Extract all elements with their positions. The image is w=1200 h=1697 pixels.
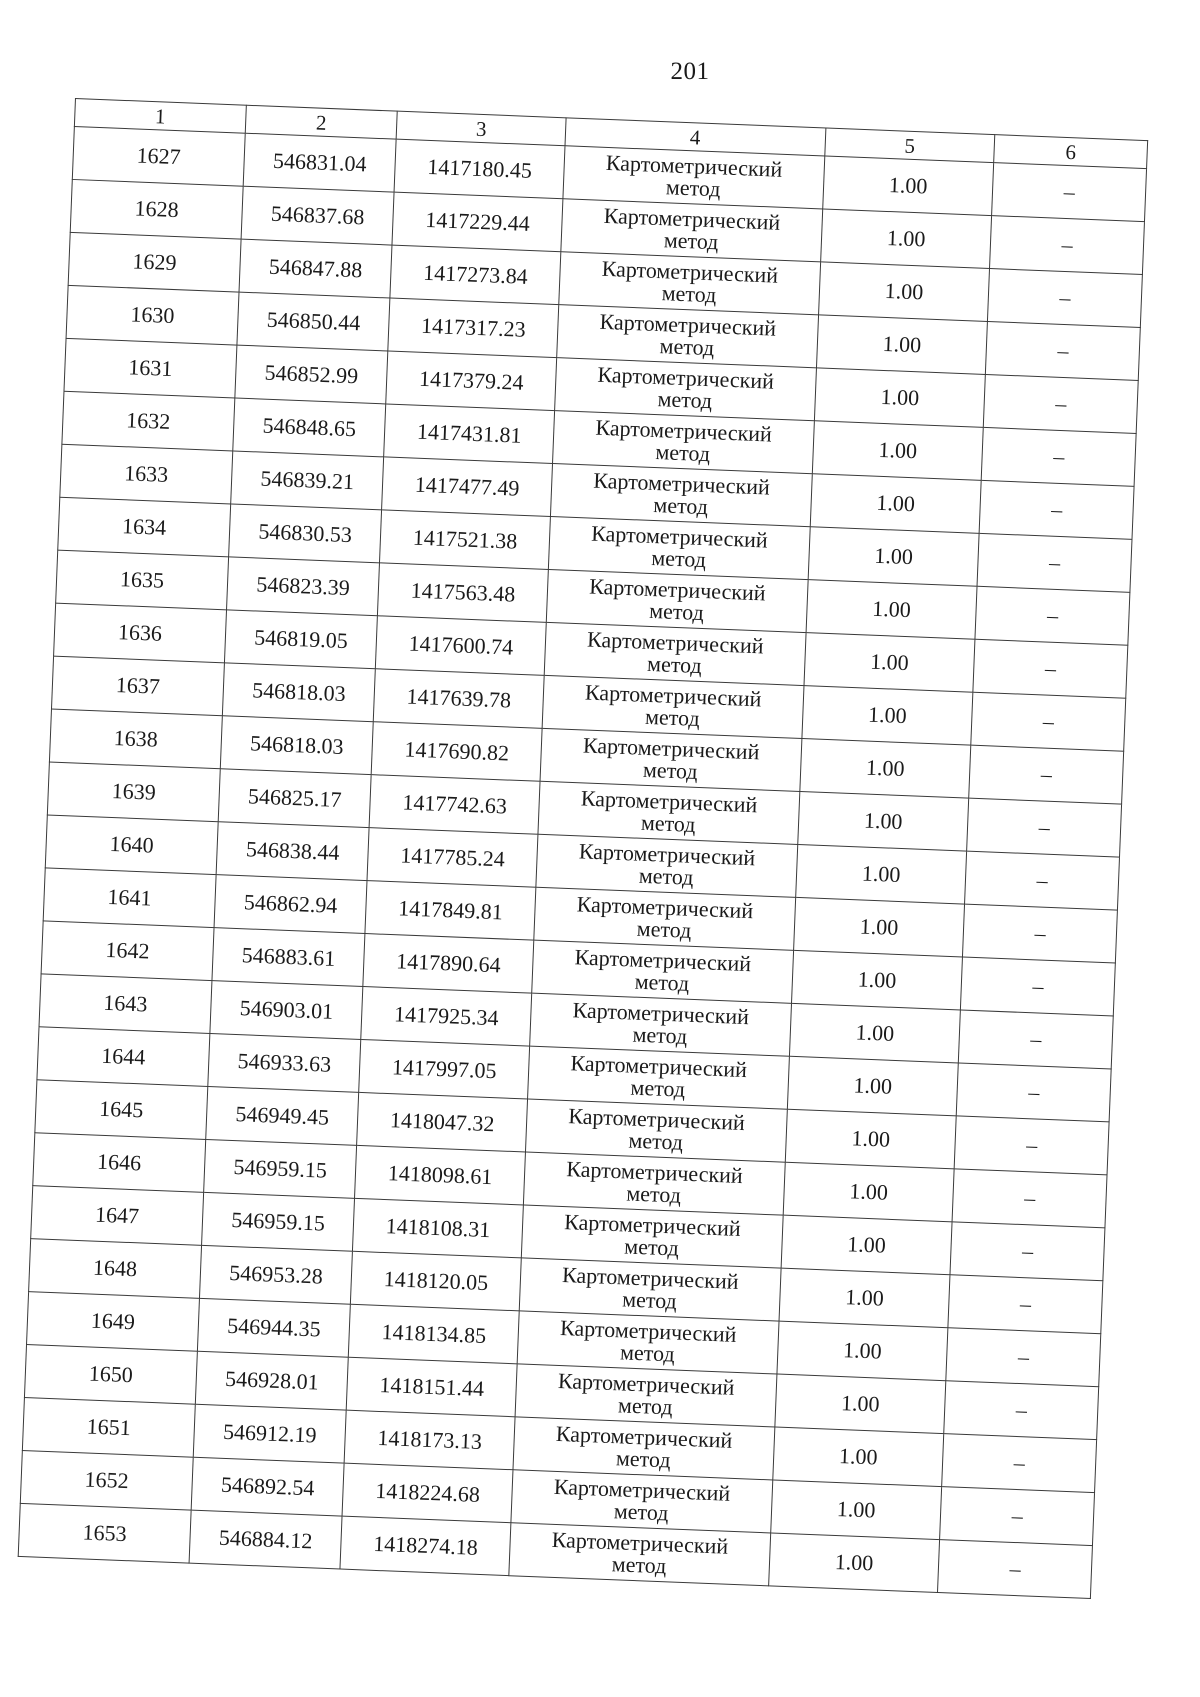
- accuracy-cell: 1.00: [774, 1374, 946, 1434]
- accuracy-cell: 1.00: [768, 1533, 940, 1593]
- accuracy-cell: 1.00: [785, 1109, 957, 1169]
- x-coordinate-cell: 546823.39: [226, 557, 379, 616]
- column-header: 2: [245, 105, 397, 139]
- note-cell: –: [988, 269, 1143, 328]
- method-line-2: метод: [652, 492, 709, 520]
- note-cell: –: [961, 957, 1116, 1016]
- point-number-cell: 1650: [24, 1345, 197, 1405]
- note-cell: –: [959, 1010, 1114, 1069]
- point-number-cell: 1652: [20, 1450, 193, 1510]
- y-coordinate-cell: 1417563.48: [378, 563, 549, 623]
- method-line-1: Картометрический: [597, 361, 775, 394]
- y-coordinate-cell: 1417180.45: [394, 139, 565, 199]
- point-number-cell: 1639: [47, 762, 220, 822]
- y-coordinate-cell: 1417639.78: [374, 669, 545, 729]
- x-coordinate-cell: 546818.03: [220, 716, 373, 775]
- point-number-cell: 1645: [35, 1080, 208, 1140]
- accuracy-cell: 1.00: [787, 1056, 959, 1116]
- point-number-cell: 1643: [39, 974, 212, 1034]
- method-line-1: Картометрический: [563, 1209, 742, 1241]
- x-coordinate-cell: 546953.28: [199, 1245, 352, 1304]
- method-line-2: метод: [613, 1498, 669, 1526]
- note-cell: –: [946, 1328, 1101, 1387]
- accuracy-cell: 1.00: [820, 209, 992, 269]
- accuracy-cell: 1.00: [810, 474, 982, 534]
- method-line-2: метод: [623, 1233, 680, 1261]
- point-number-cell: 1636: [54, 603, 227, 663]
- page-number: 201: [670, 58, 710, 85]
- y-coordinate-cell: 1418120.05: [351, 1251, 522, 1311]
- method-line-1: Картометрический: [592, 467, 771, 500]
- point-number-cell: 1629: [68, 232, 241, 292]
- x-coordinate-cell: 546838.44: [216, 822, 369, 881]
- accuracy-cell: 1.00: [814, 368, 986, 428]
- method-line-2: метод: [636, 915, 692, 943]
- column-header: 3: [396, 111, 566, 146]
- point-number-cell: 1640: [45, 815, 218, 875]
- method-cell: [509, 1523, 771, 1586]
- method-line-1: Картометрический: [599, 308, 777, 341]
- point-number-cell: 1641: [43, 868, 216, 928]
- note-cell: –: [957, 1063, 1112, 1122]
- method-line-1: Картометрический: [567, 1103, 746, 1136]
- method-line-1: Картометрический: [590, 520, 769, 553]
- table-body: [18, 99, 1147, 1599]
- x-coordinate-cell: 546884.12: [189, 1510, 342, 1569]
- point-number-cell: 1635: [56, 550, 229, 610]
- method-line-2: метод: [642, 756, 699, 784]
- y-coordinate-cell: 1417849.81: [365, 881, 536, 941]
- note-cell: –: [954, 1116, 1109, 1175]
- note-cell: –: [982, 427, 1137, 486]
- point-number-cell: 1634: [58, 497, 231, 557]
- x-coordinate-cell: 546959.15: [201, 1192, 354, 1251]
- y-coordinate-cell: 1417690.82: [372, 722, 543, 782]
- method-line-2: метод: [665, 174, 721, 202]
- note-cell: –: [963, 904, 1118, 963]
- y-coordinate-cell: 1417317.23: [388, 298, 559, 358]
- x-coordinate-cell: 546852.99: [235, 345, 388, 404]
- x-coordinate-cell: 546933.63: [208, 1034, 361, 1093]
- y-coordinate-cell: 1417229.44: [392, 192, 563, 252]
- method-line-2: метод: [644, 703, 701, 731]
- point-number-cell: 1631: [64, 338, 237, 398]
- note-cell: –: [971, 692, 1126, 751]
- accuracy-cell: 1.00: [808, 527, 980, 587]
- x-coordinate-cell: 546847.88: [239, 239, 392, 298]
- accuracy-cell: 1.00: [789, 1003, 961, 1063]
- note-cell: –: [952, 1169, 1107, 1228]
- note-cell: –: [944, 1381, 1099, 1440]
- column-header: 5: [824, 128, 995, 163]
- x-coordinate-cell: 546928.01: [195, 1351, 348, 1410]
- method-line-2: метод: [650, 544, 707, 573]
- point-number-cell: 1630: [66, 285, 239, 345]
- method-line-2: метод: [632, 1021, 688, 1049]
- method-line-2: метод: [640, 809, 697, 837]
- y-coordinate-cell: 1417273.84: [390, 245, 561, 305]
- note-cell: –: [992, 163, 1147, 222]
- x-coordinate-cell: 546830.53: [228, 504, 381, 563]
- method-line-2: метод: [619, 1339, 676, 1367]
- method-line-1: Картометрический: [551, 1526, 729, 1559]
- accuracy-cell: 1.00: [806, 580, 978, 640]
- method-line-2: метод: [659, 333, 715, 361]
- method-line-2: метод: [628, 1127, 684, 1155]
- x-coordinate-cell: 546912.19: [193, 1404, 346, 1463]
- accuracy-cell: 1.00: [818, 262, 990, 322]
- x-coordinate-cell: 546959.15: [203, 1139, 356, 1198]
- method-line-1: Картометрический: [553, 1473, 731, 1506]
- method-line-1: Картометрический: [582, 732, 760, 765]
- method-line-1: Картометрический: [578, 838, 756, 871]
- accuracy-cell: 1.00: [795, 844, 967, 904]
- y-coordinate-cell: 1418047.32: [357, 1092, 528, 1152]
- method-line-2: метод: [630, 1074, 686, 1102]
- y-coordinate-cell: 1417742.63: [369, 775, 540, 835]
- note-cell: –: [973, 639, 1128, 698]
- x-coordinate-cell: 546862.94: [214, 875, 367, 934]
- accuracy-cell: 1.00: [783, 1162, 955, 1222]
- method-line-1: Картометрический: [555, 1420, 733, 1453]
- method-line-1: Картометрический: [588, 573, 767, 606]
- method-line-1: Картометрический: [570, 1050, 748, 1083]
- accuracy-cell: 1.00: [793, 897, 965, 957]
- method-line-2: метод: [638, 862, 694, 890]
- method-line-2: метод: [655, 439, 711, 467]
- column-header: 1: [74, 99, 246, 134]
- accuracy-cell: 1.00: [816, 315, 988, 375]
- method-line-1: Картометрический: [561, 1262, 740, 1294]
- x-coordinate-cell: 546825.17: [218, 769, 371, 828]
- point-number-cell: 1628: [70, 179, 243, 239]
- coordinates-table: [18, 98, 1148, 1599]
- note-cell: –: [940, 1487, 1095, 1546]
- column-header: 6: [994, 135, 1148, 169]
- method-line-2: метод: [634, 968, 690, 996]
- y-coordinate-cell: 1417477.49: [382, 457, 553, 517]
- accuracy-cell: 1.00: [822, 156, 994, 216]
- y-coordinate-cell: 1417785.24: [367, 828, 538, 888]
- note-cell: –: [965, 851, 1120, 910]
- table-sheet: [18, 98, 1148, 1599]
- x-coordinate-cell: 546944.35: [197, 1298, 350, 1357]
- point-number-cell: 1649: [27, 1292, 200, 1352]
- x-coordinate-cell: 546819.05: [224, 610, 377, 669]
- note-cell: –: [986, 322, 1141, 381]
- y-coordinate-cell: 1418108.31: [353, 1198, 524, 1258]
- method-line-1: Картометрический: [574, 944, 752, 977]
- method-line-1: Картометрический: [565, 1156, 744, 1189]
- point-number-cell: 1638: [49, 709, 222, 769]
- accuracy-cell: 1.00: [802, 686, 974, 746]
- accuracy-cell: 1.00: [804, 633, 976, 693]
- method-line-2: метод: [648, 597, 705, 626]
- accuracy-cell: 1.00: [779, 1268, 951, 1328]
- x-coordinate-cell: 546883.61: [212, 928, 365, 987]
- method-line-2: метод: [621, 1286, 678, 1314]
- point-number-cell: 1651: [22, 1398, 195, 1458]
- point-number-cell: 1642: [41, 921, 214, 981]
- x-coordinate-cell: 546850.44: [237, 292, 390, 351]
- y-coordinate-cell: 1418274.18: [340, 1516, 511, 1576]
- y-coordinate-cell: 1417925.34: [361, 986, 532, 1046]
- accuracy-cell: 1.00: [799, 739, 971, 799]
- y-coordinate-cell: 1418098.61: [355, 1145, 526, 1205]
- point-number-cell: 1632: [62, 391, 235, 451]
- y-coordinate-cell: 1417379.24: [386, 351, 557, 411]
- method-line-2: метод: [661, 280, 717, 308]
- note-cell: –: [979, 480, 1134, 539]
- method-line-1: Картометрический: [576, 891, 754, 924]
- point-number-cell: 1653: [18, 1503, 191, 1563]
- note-cell: –: [977, 533, 1132, 592]
- method-line-1: Картометрический: [605, 149, 783, 182]
- point-number-cell: 1647: [31, 1186, 204, 1246]
- x-coordinate-cell: 546892.54: [191, 1457, 344, 1516]
- method-line-2: метод: [625, 1180, 682, 1208]
- method-line-1: Картометрический: [584, 679, 762, 712]
- x-coordinate-cell: 546818.03: [222, 663, 375, 722]
- accuracy-cell: 1.00: [812, 421, 984, 481]
- x-coordinate-cell: 546903.01: [210, 981, 363, 1040]
- note-cell: –: [942, 1434, 1097, 1493]
- note-cell: –: [938, 1540, 1093, 1599]
- note-cell: –: [984, 374, 1139, 433]
- note-cell: –: [950, 1222, 1105, 1281]
- point-number-cell: 1633: [60, 444, 233, 504]
- point-number-cell: 1648: [29, 1239, 202, 1299]
- accuracy-cell: 1.00: [791, 950, 963, 1010]
- method-line-1: Картометрический: [603, 202, 781, 235]
- method-line-1: Картометрический: [586, 626, 765, 659]
- x-coordinate-cell: 546831.04: [243, 133, 396, 192]
- note-cell: –: [990, 216, 1145, 275]
- accuracy-cell: 1.00: [770, 1480, 942, 1540]
- accuracy-cell: 1.00: [777, 1321, 949, 1381]
- y-coordinate-cell: 1417431.81: [384, 404, 555, 464]
- note-cell: –: [969, 745, 1124, 804]
- y-coordinate-cell: 1418224.68: [342, 1463, 513, 1523]
- y-coordinate-cell: 1418134.85: [349, 1304, 520, 1364]
- point-number-cell: 1637: [51, 656, 224, 716]
- method-line-2: метод: [657, 386, 713, 414]
- x-coordinate-cell: 546839.21: [231, 451, 384, 510]
- method-line-2: метод: [611, 1551, 667, 1579]
- y-coordinate-cell: 1418173.13: [344, 1410, 515, 1470]
- point-number-cell: 1646: [33, 1133, 206, 1193]
- method-line-2: метод: [617, 1392, 674, 1420]
- y-coordinate-cell: 1417521.38: [380, 510, 551, 570]
- method-line-2: метод: [646, 650, 703, 679]
- y-coordinate-cell: 1417997.05: [359, 1039, 530, 1099]
- y-coordinate-cell: 1417890.64: [363, 934, 534, 994]
- method-line-1: Картометрический: [601, 255, 779, 288]
- x-coordinate-cell: 546837.68: [241, 186, 394, 245]
- method-line-1: Картометрический: [580, 785, 758, 818]
- y-coordinate-cell: 1418151.44: [347, 1357, 518, 1417]
- point-number-cell: 1644: [37, 1027, 210, 1087]
- method-line-1: Картометрический: [572, 997, 750, 1030]
- note-cell: –: [967, 798, 1122, 857]
- accuracy-cell: 1.00: [781, 1215, 953, 1275]
- accuracy-cell: 1.00: [797, 791, 969, 851]
- column-header: 4: [565, 118, 826, 156]
- point-number-cell: 1627: [72, 126, 245, 186]
- y-coordinate-cell: 1417600.74: [376, 616, 547, 676]
- note-cell: –: [975, 586, 1130, 645]
- accuracy-cell: 1.00: [772, 1427, 944, 1487]
- method-line-1: Картометрический: [595, 414, 773, 447]
- x-coordinate-cell: 546848.65: [233, 398, 386, 457]
- method-line-2: метод: [663, 227, 719, 255]
- note-cell: –: [948, 1275, 1103, 1334]
- method-line-2: метод: [615, 1445, 672, 1473]
- x-coordinate-cell: 546949.45: [206, 1086, 359, 1145]
- method-line-1: Картометрический: [559, 1315, 737, 1347]
- method-line-1: Картометрический: [557, 1367, 735, 1400]
